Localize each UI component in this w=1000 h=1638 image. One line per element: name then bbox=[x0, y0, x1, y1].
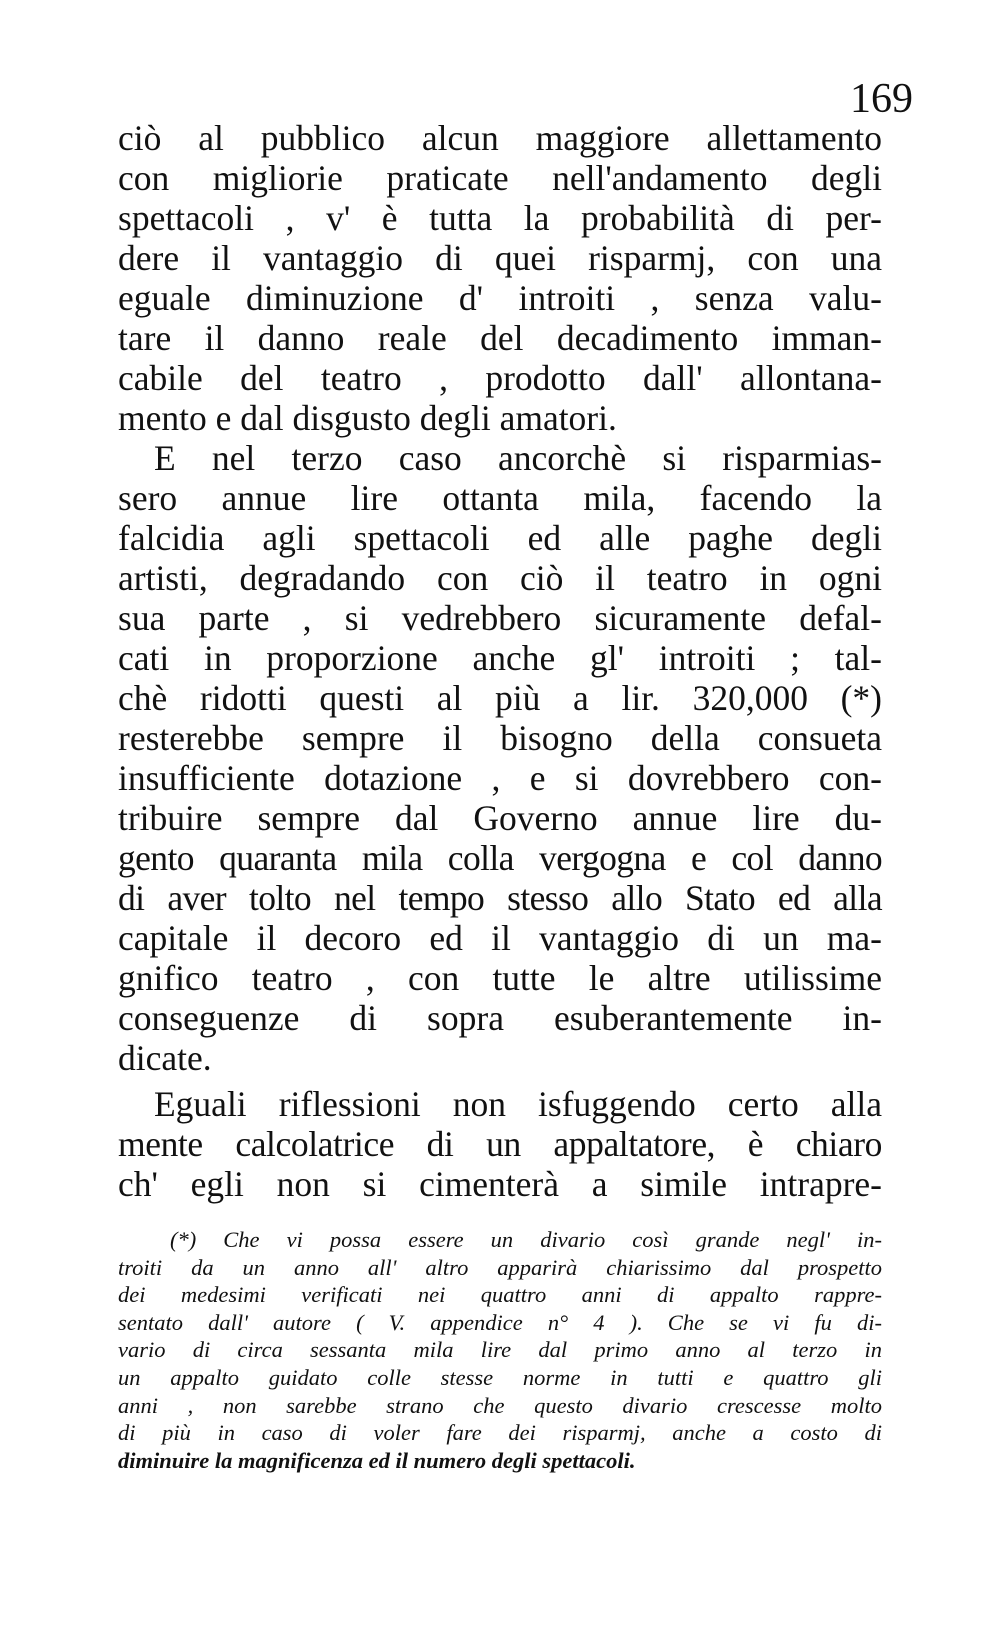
text-line: ch' egli non si cimenterà a simile intrapre- bbox=[118, 1164, 882, 1204]
page-number: 169 bbox=[850, 76, 913, 122]
text-line: artisti, degradando con ciò il teatro in ogni bbox=[118, 558, 882, 598]
text-line: eguale diminuzione d' introiti , senza valu- bbox=[118, 278, 882, 318]
text-line: E nel terzo caso ancorchè si risparmias- bbox=[154, 438, 882, 478]
body-text bbox=[118, 118, 882, 1204]
text-line: gnifico teatro , con tutte le altre utilissime bbox=[118, 958, 882, 998]
text-line: sero annue lire ottanta mila, facendo la bbox=[118, 478, 882, 518]
text-line: cabile del teatro , prodotto dall' allontana- bbox=[118, 358, 882, 398]
text-line: mente calcolatrice di un appaltatore, è chiaro bbox=[118, 1124, 882, 1164]
text-line: chè ridotti questi al più a lir. 320,000 (*) bbox=[118, 678, 882, 718]
footnote-line: vario di circa sessanta mila lire dal primo anno al terzo in bbox=[118, 1337, 882, 1363]
text-line: gento quaranta mila colla vergogna e col danno bbox=[118, 838, 882, 878]
text-line: di aver tolto nel tempo stesso allo Stato ed alla bbox=[118, 878, 882, 918]
text-line: falcidia agli spettacoli ed alle paghe degli bbox=[118, 518, 882, 558]
text-line: sua parte , si vedrebbero sicuramente defal- bbox=[118, 598, 882, 638]
text-line: spettacoli , v' è tutta la probabilità di per- bbox=[118, 198, 882, 238]
footnote-line: dei medesimi verificati nei quattro anni di appalto rappre- bbox=[118, 1282, 882, 1308]
footnote-line: anni , non sarebbe strano che questo divario crescesse molto bbox=[118, 1392, 882, 1418]
footnote-line: un appalto guidato colle stesse norme in tutti e quattro gli bbox=[118, 1364, 882, 1390]
footnote-line: (*) Che vi possa essere un divario così grande negl' in- bbox=[170, 1227, 882, 1252]
text-line: ciò al pubblico alcun maggiore allettamento bbox=[118, 118, 882, 158]
text-line: cati in proporzione anche gl' introiti ; tal- bbox=[118, 638, 882, 678]
text-line: dere il vantaggio di quei risparmj, con una bbox=[118, 238, 882, 278]
footnote-line: sentato dall' autore ( V. appendice n° 4 ). Che se vi fu di- bbox=[118, 1309, 882, 1335]
footnote bbox=[118, 1226, 882, 1474]
text-line: con migliorie praticate nell'andamento degli bbox=[118, 158, 882, 198]
text-line: dicate. bbox=[118, 1038, 212, 1078]
text-line: insufficiente dotazione , e si dovrebbero con- bbox=[118, 758, 882, 798]
text-line: mento e dal disgusto degli amatori. bbox=[118, 398, 617, 438]
footnote-line: diminuire la magnificenza ed il numero degli spettacoli. bbox=[118, 1447, 636, 1473]
text-line: conseguenze di sopra esuberantemente in- bbox=[118, 998, 882, 1038]
text-line: resterebbe sempre il bisogno della consueta bbox=[118, 718, 882, 758]
footnote-line: troiti da un anno all' altro apparirà chiarissimo dal prospetto bbox=[118, 1254, 882, 1280]
footnote-line: di più in caso di voler fare dei risparmj, anche a costo di bbox=[118, 1420, 882, 1446]
text-line: Eguali riflessioni non isfuggendo certo alla bbox=[154, 1084, 882, 1124]
text-line: tribuire sempre dal Governo annue lire du- bbox=[118, 798, 882, 838]
text-line: tare il danno reale del decadimento imman- bbox=[118, 318, 882, 358]
text-line: capitale il decoro ed il vantaggio di un ma- bbox=[118, 918, 882, 958]
